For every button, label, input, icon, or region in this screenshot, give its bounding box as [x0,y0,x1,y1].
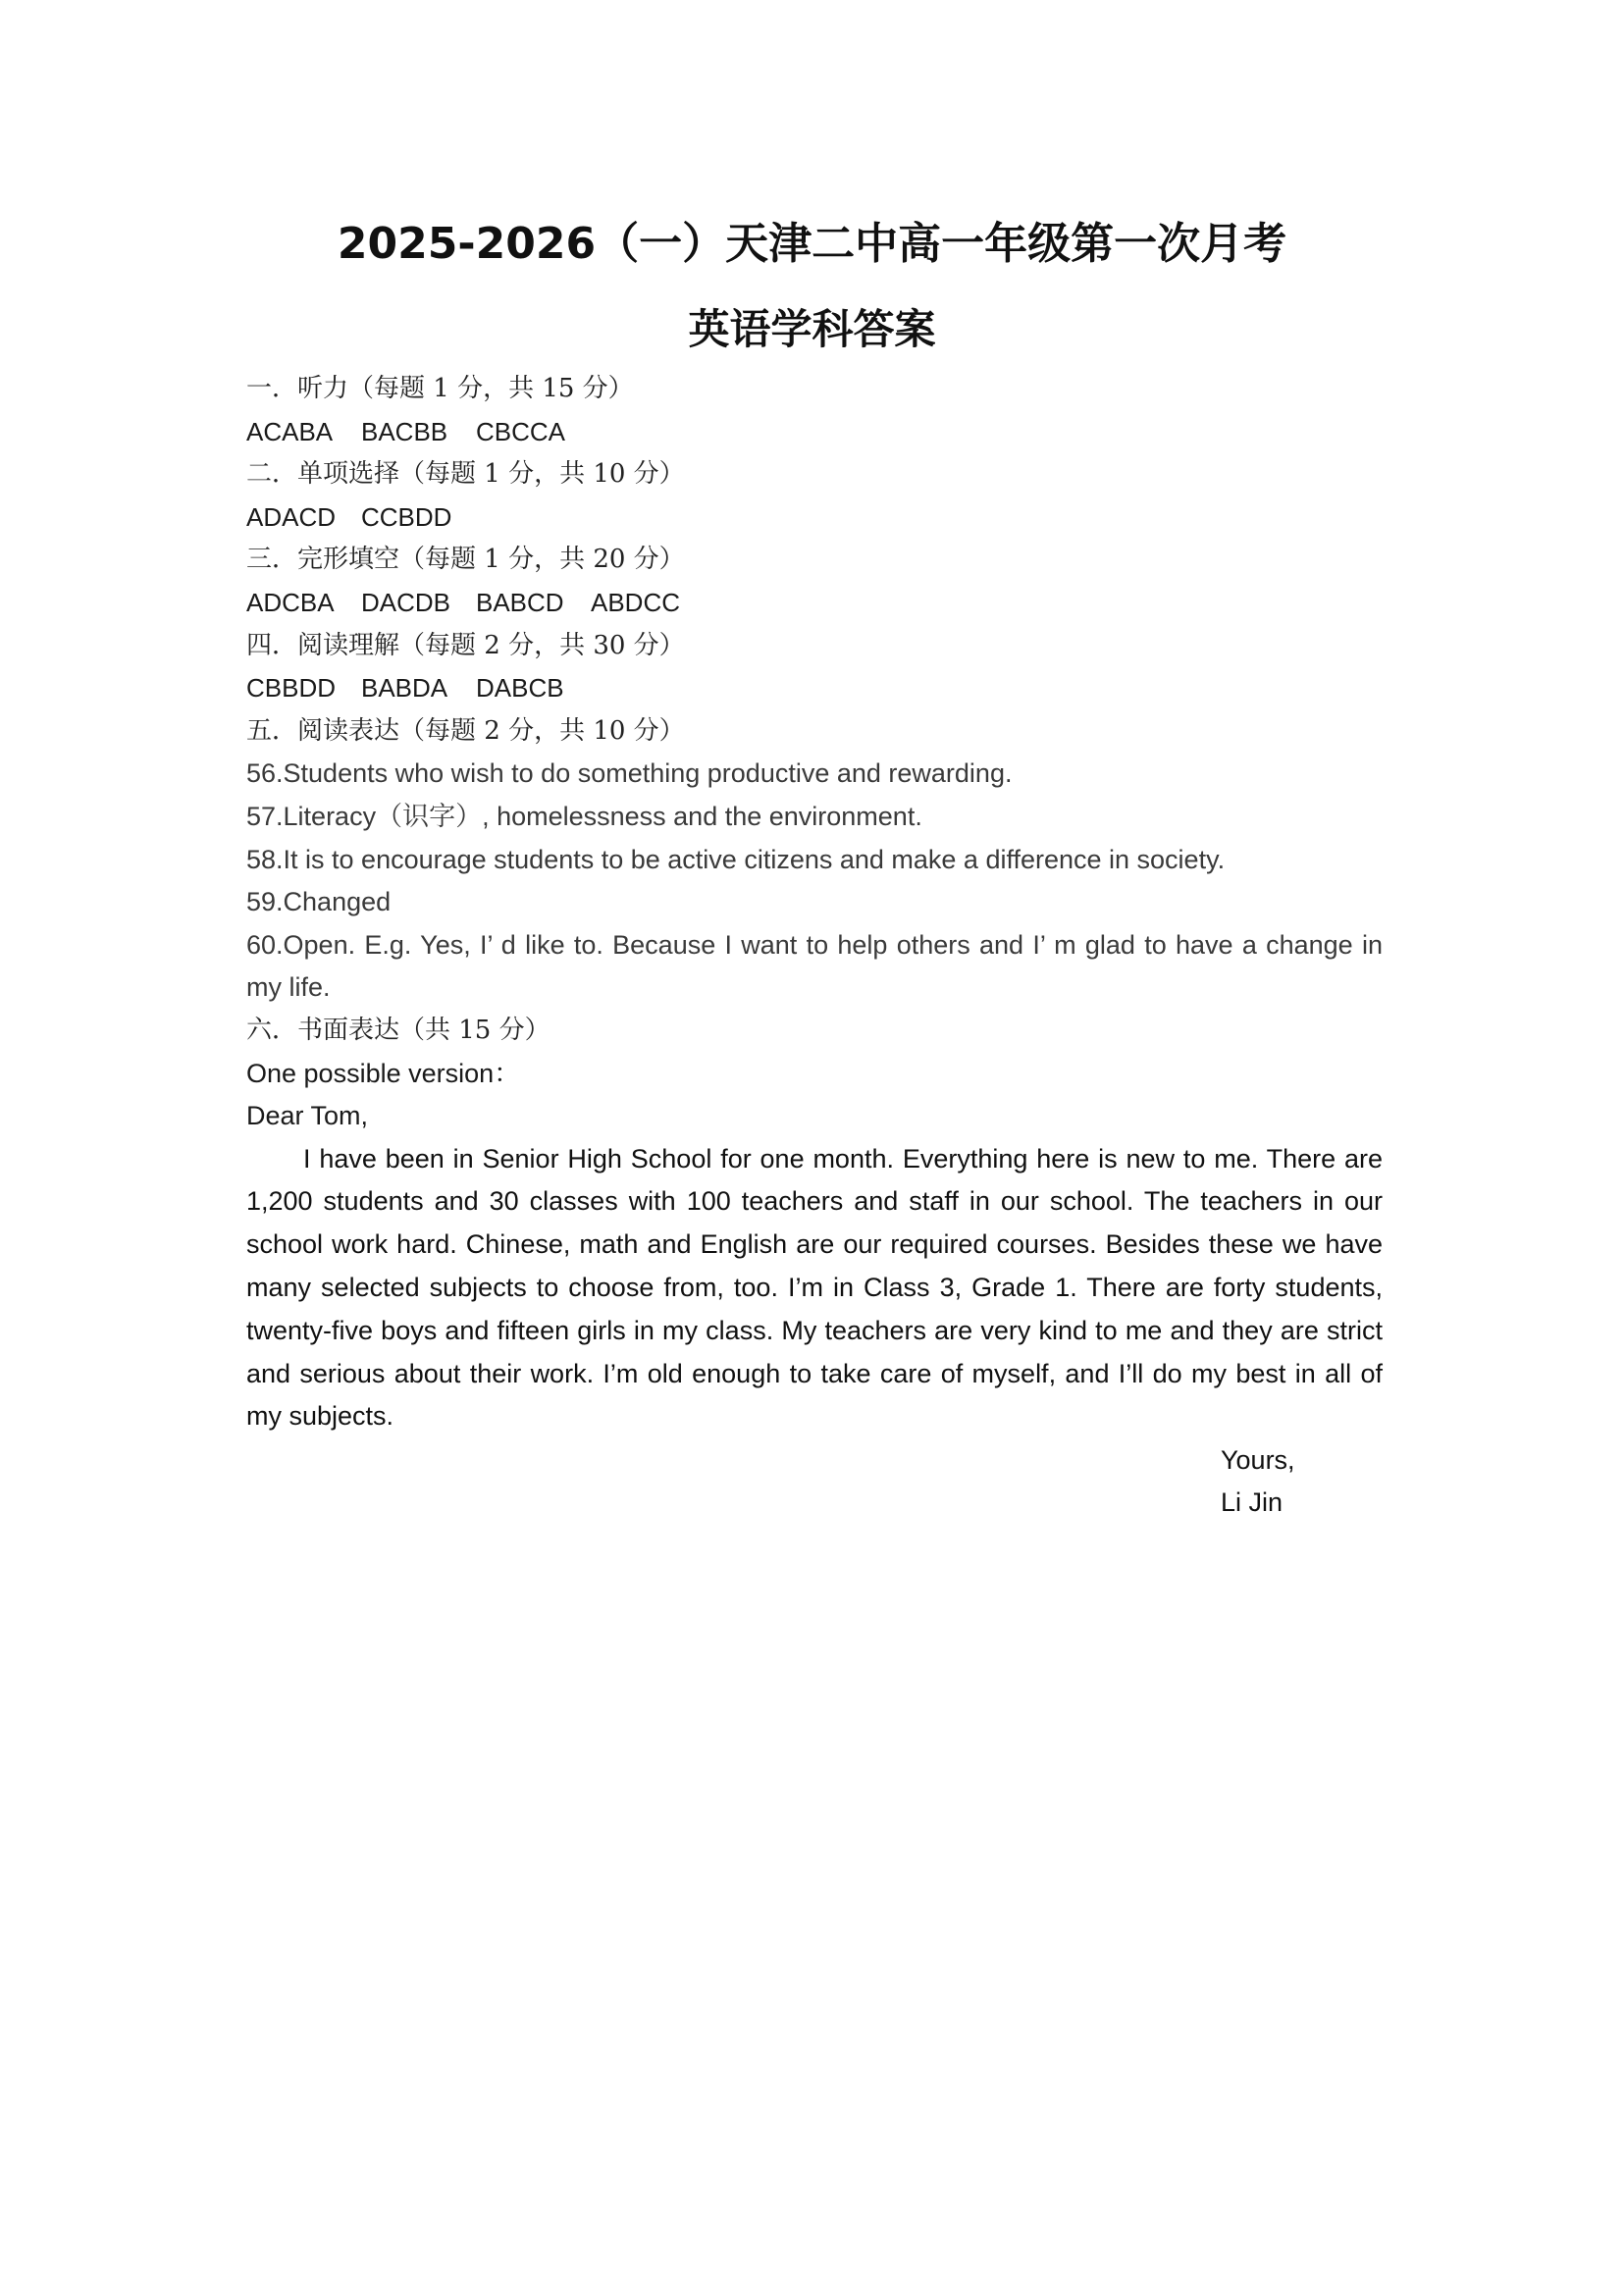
section-listening-answers [246,411,1383,454]
answer-59: 59.Changed [246,887,392,917]
answer-group: ADACD [246,501,337,532]
section-reading-expression-heading: 五．阅读表达（每题 2 分，共 10 分） [246,715,685,746]
answer-group: ADCBA [246,587,335,617]
writing-intro: One possible version： [246,1058,521,1088]
answer-group: CBBDD [246,673,337,704]
answer-group: ABDCC [591,587,681,617]
answer-group: BABCD [476,587,564,617]
section-single-choice-heading: 二．单项选择（每题 1 分，共 10 分） [246,459,685,490]
letter-body: I have been in Senior High School for one month. Everything here is new to me. There are 1,200 students and 30 classes with 100 teachers and staff in our school. The teachers in our school work hard. Chinese, math and English are our required courses. Besides these we have many selected subjects to choose from, too. I’m in Class 3, Grade 1. There are forty students, twenty-five boys and fifteen girls in my class. My teachers are very kind to me and they are strict and serious about their work. I’m old enough to take care of myself, and I’ll do my best in all of my subjects. [246,1143,1383,1432]
section-cloze-heading: 三．完形填空（每题 1 分，共 20 分） [246,545,685,575]
section-listening-heading: 一．听力（每题 1 分，共 15 分） [246,374,634,403]
answer-57: 57.Literacy（识字）, homelessness and the environment. [246,801,922,831]
document-title: 2025-2026（一）天津二中高一年级第一次月考 [337,219,1287,269]
answer-group: DACDB [361,587,451,617]
answer-group: ACABA [246,416,334,446]
section-single-choice-answers [246,496,1383,540]
answer-group: BACBB [361,416,448,446]
answer-group: BABDA [361,673,448,704]
answer-56: 56.Students who wish to do something productive and rewarding. [246,758,1013,789]
section-reading-answers [246,667,1383,710]
answer-60: 60.Open. E.g. Yes, I’ d like to. Because I want to help others and I’ m glad to have a change in my life. [246,929,1383,1003]
answer-group: CCBDD [361,501,452,532]
letter-signature: Li Jin [1221,1487,1283,1517]
section-reading-heading: 四．阅读理解（每题 2 分，共 30 分） [246,630,685,660]
document-subtitle: 英语学科答案 [688,305,936,353]
answer-content [246,368,1383,1438]
answer-58: 58.It is to encourage students to be active citizens and make a difference in society. [246,844,1226,874]
letter-greeting: Dear Tom, [246,1101,369,1131]
answer-group: DABCB [476,673,564,704]
answer-group: CBCCA [476,416,566,446]
section-writing-heading: 六．书面表达（共 15 分） [246,1015,550,1045]
section-cloze-answers [246,582,1383,625]
letter-closing: Yours, [1221,1445,1295,1475]
